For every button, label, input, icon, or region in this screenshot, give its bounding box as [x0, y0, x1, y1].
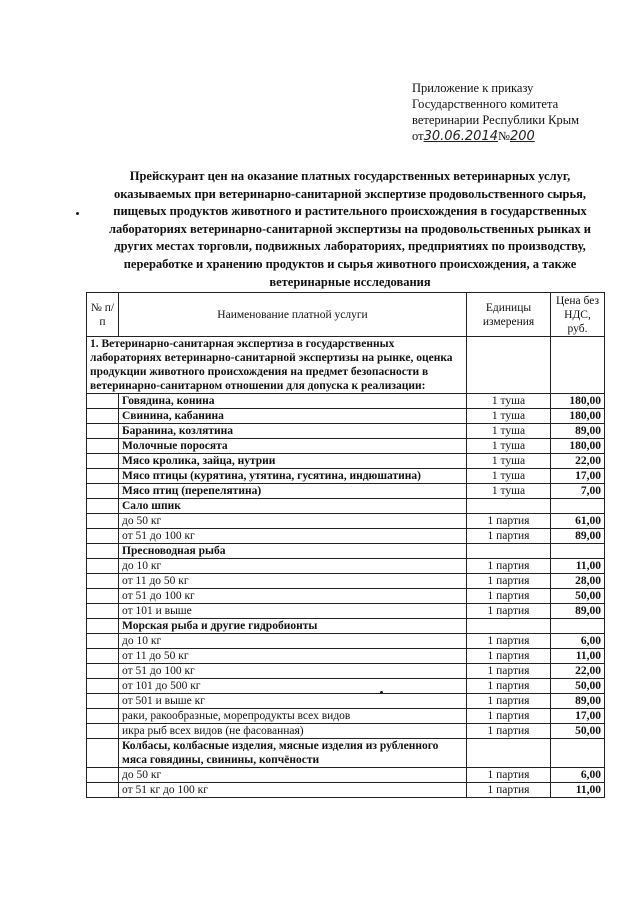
price-cell: 22,00: [551, 664, 605, 679]
table-row: [87, 514, 605, 529]
service-name-cell: от 101 и выше: [119, 604, 467, 619]
appendix-line-1: Приложение к приказу: [412, 81, 534, 95]
price-cell: 11,00: [551, 783, 605, 798]
table-cell: [467, 337, 551, 394]
unit-cell: 1 партия: [467, 634, 551, 649]
group-row: [87, 544, 605, 559]
price-cell: 89,00: [551, 529, 605, 544]
unit-cell: 1 туша: [467, 469, 551, 484]
service-name-cell: от 51 до 100 кг: [119, 589, 467, 604]
price-cell: 22,00: [551, 454, 605, 469]
table-row: [87, 694, 605, 709]
service-name-cell: Мясо кролика, зайца, нутрии: [119, 454, 467, 469]
group-row: [87, 739, 605, 768]
service-name-cell: раки, ракообразные, морепродукты всех видов: [119, 709, 467, 724]
row-number-cell: [87, 679, 119, 694]
unit-cell: 1 туша: [467, 409, 551, 424]
row-number-cell: [87, 664, 119, 679]
price-cell: 28,00: [551, 574, 605, 589]
table-row: [87, 783, 605, 798]
group-row: [87, 619, 605, 634]
row-number-cell: [87, 439, 119, 454]
document-title: Прейскурант цен на оказание платных государственных ветеринарных услуг, оказываемых при ветеринарно-санитарной экспертизе продовольственного сырья, пищевых продуктов животного и растительного происхождения в государственных лабораториях ветеринарно-санитарной экспертизы на продовольственных рынках и других местах торговли, подвижных лабораториях, предприятиях по производству, переработке и хранению продуктов и сырья животного происхождения, а также ветеринарные исследования: [109, 169, 591, 289]
date-prefix: от: [412, 129, 424, 143]
service-name-cell: до 10 кг: [119, 634, 467, 649]
table-row: [87, 768, 605, 783]
unit-cell: 1 туша: [467, 484, 551, 499]
service-name-cell: Молочные поросята: [119, 439, 467, 454]
table-body: [87, 337, 605, 798]
service-name-cell: Сало шпик: [119, 499, 467, 514]
row-number-cell: [87, 544, 119, 559]
section-heading: 1. Ветеринарно-санитарная экспертиза в государственных лабораториях ветеринарно-санитарной экспертизы на рынке, оценка продукции животного происхождения на предмет безопасности в ветеринарно-санитарном отношении для допуска к реализации:: [87, 337, 467, 394]
header-service-name: Наименование платной услуги: [119, 293, 467, 337]
price-cell: 180,00: [551, 439, 605, 454]
service-name-cell: до 50 кг: [119, 768, 467, 783]
service-name-cell: от 11 до 50 кг: [119, 649, 467, 664]
table-row: [87, 649, 605, 664]
price-cell: [551, 544, 605, 559]
row-number-cell: [87, 619, 119, 634]
price-cell: 89,00: [551, 424, 605, 439]
service-name-cell: от 11 до 50 кг: [119, 574, 467, 589]
row-number-cell: [87, 589, 119, 604]
unit-cell: 1 туша: [467, 394, 551, 409]
table-row: [87, 634, 605, 649]
unit-cell: 1 партия: [467, 709, 551, 724]
row-number-cell: [87, 724, 119, 739]
table-row: [87, 394, 605, 409]
service-name-cell: Говядина, конина: [119, 394, 467, 409]
header-number: № п/п: [87, 293, 119, 337]
service-name-cell: Пресноводная рыба: [119, 544, 467, 559]
unit-cell: 1 партия: [467, 649, 551, 664]
appendix-block: [412, 80, 612, 145]
price-cell: 17,00: [551, 469, 605, 484]
unit-cell: [467, 739, 551, 768]
service-name-cell: Баранина, козлятина: [119, 424, 467, 439]
price-cell: 17,00: [551, 709, 605, 724]
price-cell: 89,00: [551, 694, 605, 709]
table-row: [87, 724, 605, 739]
service-name-cell: от 101 до 500 кг: [119, 679, 467, 694]
table-row: [87, 574, 605, 589]
table-row: [87, 409, 605, 424]
appendix-line-2: Государственного комитета: [412, 97, 559, 111]
price-cell: 180,00: [551, 394, 605, 409]
price-table: [86, 292, 605, 798]
service-name-cell: до 10 кг: [119, 559, 467, 574]
header-unit: Единицы измерения: [467, 293, 551, 337]
row-number-cell: [87, 649, 119, 664]
unit-cell: 1 партия: [467, 559, 551, 574]
unit-cell: 1 партия: [467, 529, 551, 544]
handwritten-number: 200: [509, 129, 535, 144]
price-cell: 50,00: [551, 679, 605, 694]
scan-speck: [76, 212, 79, 215]
table-row: [87, 484, 605, 499]
service-name-cell: Колбасы, колбасные изделия, мясные изделия из рубленного мяса говядины, свинины, копчёности: [119, 739, 467, 768]
price-cell: [551, 619, 605, 634]
table-row: [87, 529, 605, 544]
unit-cell: 1 партия: [467, 768, 551, 783]
price-cell: 6,00: [551, 768, 605, 783]
price-cell: 6,00: [551, 634, 605, 649]
service-name-cell: от 51 кг до 100 кг: [119, 783, 467, 798]
appendix-date-line: [412, 128, 612, 145]
unit-cell: [467, 619, 551, 634]
row-number-cell: [87, 739, 119, 768]
row-number-cell: [87, 604, 119, 619]
row-number-cell: [87, 694, 119, 709]
price-cell: [551, 499, 605, 514]
price-cell: 61,00: [551, 514, 605, 529]
service-name-cell: от 51 до 100 кг: [119, 664, 467, 679]
service-name-cell: до 50 кг: [119, 514, 467, 529]
unit-cell: 1 партия: [467, 694, 551, 709]
price-cell: 50,00: [551, 589, 605, 604]
row-number-cell: [87, 469, 119, 484]
row-number-cell: [87, 409, 119, 424]
service-name-cell: Морская рыба и другие гидробионты: [119, 619, 467, 634]
table-row: [87, 709, 605, 724]
row-number-cell: [87, 424, 119, 439]
table-row: [87, 469, 605, 484]
row-number-cell: [87, 454, 119, 469]
row-number-cell: [87, 574, 119, 589]
service-name-cell: Свинина, кабанина: [119, 409, 467, 424]
row-number-cell: [87, 484, 119, 499]
unit-cell: 1 партия: [467, 664, 551, 679]
table-row: [87, 604, 605, 619]
unit-cell: [467, 499, 551, 514]
table-row: [87, 589, 605, 604]
unit-cell: 1 партия: [467, 783, 551, 798]
handwritten-date: 30.06.2014: [423, 129, 498, 144]
table-row: [87, 664, 605, 679]
unit-cell: 1 партия: [467, 574, 551, 589]
price-cell: 11,00: [551, 649, 605, 664]
table-row: [87, 424, 605, 439]
number-prefix: №: [498, 129, 510, 143]
unit-cell: 1 партия: [467, 589, 551, 604]
header-price: Цена без НДС, руб.: [551, 293, 605, 337]
row-number-cell: [87, 394, 119, 409]
unit-cell: 1 партия: [467, 679, 551, 694]
row-number-cell: [87, 709, 119, 724]
row-number-cell: [87, 529, 119, 544]
price-cell: [551, 739, 605, 768]
service-name-cell: от 51 до 100 кг: [119, 529, 467, 544]
service-name-cell: Мясо птиц (перепелятина): [119, 484, 467, 499]
group-row: [87, 499, 605, 514]
price-cell: 11,00: [551, 559, 605, 574]
table-header-row: [87, 293, 605, 337]
row-number-cell: [87, 634, 119, 649]
unit-cell: 1 туша: [467, 439, 551, 454]
service-name-cell: икра рыб всех видов (не фасованная): [119, 724, 467, 739]
unit-cell: 1 партия: [467, 604, 551, 619]
row-number-cell: [87, 514, 119, 529]
row-number-cell: [87, 768, 119, 783]
row-number-cell: [87, 559, 119, 574]
unit-cell: 1 партия: [467, 514, 551, 529]
table-row: [87, 439, 605, 454]
unit-cell: 1 партия: [467, 724, 551, 739]
price-cell: 50,00: [551, 724, 605, 739]
service-name-cell: Мясо птицы (курятина, утятина, гусятина, индюшатина): [119, 469, 467, 484]
table-cell: [551, 337, 605, 394]
unit-cell: [467, 544, 551, 559]
section-row: [87, 337, 605, 394]
table-row: [87, 454, 605, 469]
appendix-line-3: ветеринарии Республики Крым: [412, 113, 580, 127]
price-cell: 180,00: [551, 409, 605, 424]
unit-cell: 1 туша: [467, 424, 551, 439]
row-number-cell: [87, 499, 119, 514]
table-row: [87, 559, 605, 574]
price-cell: 89,00: [551, 604, 605, 619]
service-name-cell: от 501 и выше кг: [119, 694, 467, 709]
row-number-cell: [87, 783, 119, 798]
price-cell: 7,00: [551, 484, 605, 499]
unit-cell: 1 туша: [467, 454, 551, 469]
table-row: [87, 679, 605, 694]
